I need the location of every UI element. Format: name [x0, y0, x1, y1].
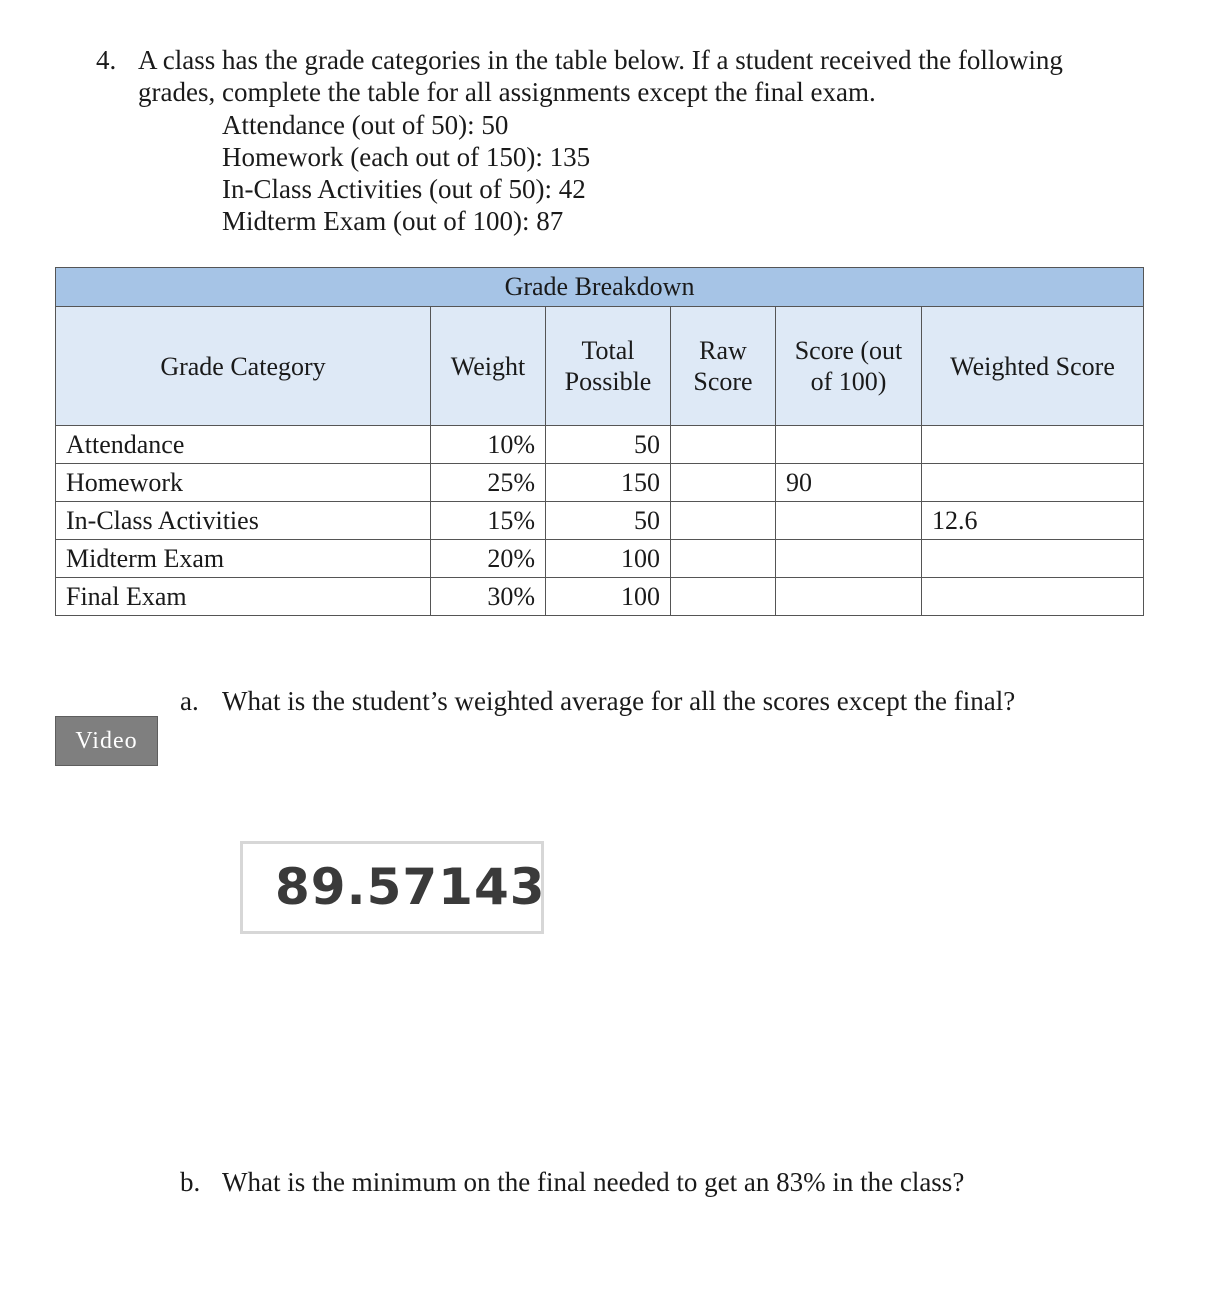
cell-total-possible: 150 [546, 464, 671, 502]
cell-weighted-score[interactable] [922, 464, 1144, 502]
table-row [56, 578, 1144, 616]
given-grade-in-class: In-Class Activities (out of 50): 42 [222, 174, 586, 204]
cell-total-possible: 50 [546, 426, 671, 464]
part-a-answer: 89.57143 [240, 841, 544, 934]
table-row [56, 540, 1144, 578]
cell-score-out-of-100[interactable] [776, 502, 922, 540]
given-grades-list [222, 109, 590, 237]
header-raw-score: Raw Score [671, 307, 776, 426]
cell-weighted-score[interactable] [922, 426, 1144, 464]
cell-total-possible: 50 [546, 502, 671, 540]
cell-score-out-of-100[interactable] [776, 540, 922, 578]
table-row [56, 464, 1144, 502]
cell-category: In-Class Activities [56, 502, 431, 540]
cell-category: Homework [56, 464, 431, 502]
part-b-label: b. [180, 1167, 201, 1197]
video-button[interactable]: Video [55, 716, 158, 766]
header-total-possible: Total Possible [546, 307, 671, 426]
cell-raw-score[interactable] [671, 426, 776, 464]
given-grade-midterm: Midterm Exam (out of 100): 87 [222, 206, 564, 236]
cell-weighted-score[interactable]: 12.6 [922, 502, 1144, 540]
header-weight: Weight [431, 307, 546, 426]
cell-score-out-of-100[interactable] [776, 426, 922, 464]
header-weighted-score: Weighted Score [922, 307, 1144, 426]
table-row [56, 426, 1144, 464]
cell-score-out-of-100[interactable] [776, 578, 922, 616]
given-grade-homework: Homework (each out of 150): 135 [222, 142, 591, 172]
cell-weight: 10% [431, 426, 546, 464]
cell-raw-score[interactable] [671, 464, 776, 502]
cell-weight: 15% [431, 502, 546, 540]
cell-weight: 25% [431, 464, 546, 502]
grade-breakdown-table [55, 267, 1144, 616]
cell-total-possible: 100 [546, 578, 671, 616]
part-a-question: What is the student’s weighted average for all the scores except the final? [222, 686, 1016, 716]
header-grade-category: Grade Category [56, 307, 431, 426]
question-text: A class has the grade categories in the table below. If a student received the following grades, complete the table for all assignments except the final exam. [138, 45, 1063, 107]
cell-weighted-score[interactable] [922, 540, 1144, 578]
cell-category: Attendance [56, 426, 431, 464]
header-score-out-of-100: Score (out of 100) [776, 307, 922, 426]
given-grade-attendance: Attendance (out of 50): 50 [222, 110, 509, 140]
table-caption: Grade Breakdown [56, 268, 1144, 307]
question-number: 4. [96, 45, 117, 75]
cell-weight: 20% [431, 540, 546, 578]
cell-weighted-score[interactable] [922, 578, 1144, 616]
cell-total-possible: 100 [546, 540, 671, 578]
cell-weight: 30% [431, 578, 546, 616]
table-row [56, 502, 1144, 540]
cell-raw-score[interactable] [671, 502, 776, 540]
part-a-label: a. [180, 686, 199, 716]
cell-raw-score[interactable] [671, 578, 776, 616]
part-b-question: What is the minimum on the final needed to get an 83% in the class? [222, 1167, 965, 1197]
cell-score-out-of-100[interactable]: 90 [776, 464, 922, 502]
cell-raw-score[interactable] [671, 540, 776, 578]
cell-category: Midterm Exam [56, 540, 431, 578]
cell-category: Final Exam [56, 578, 431, 616]
